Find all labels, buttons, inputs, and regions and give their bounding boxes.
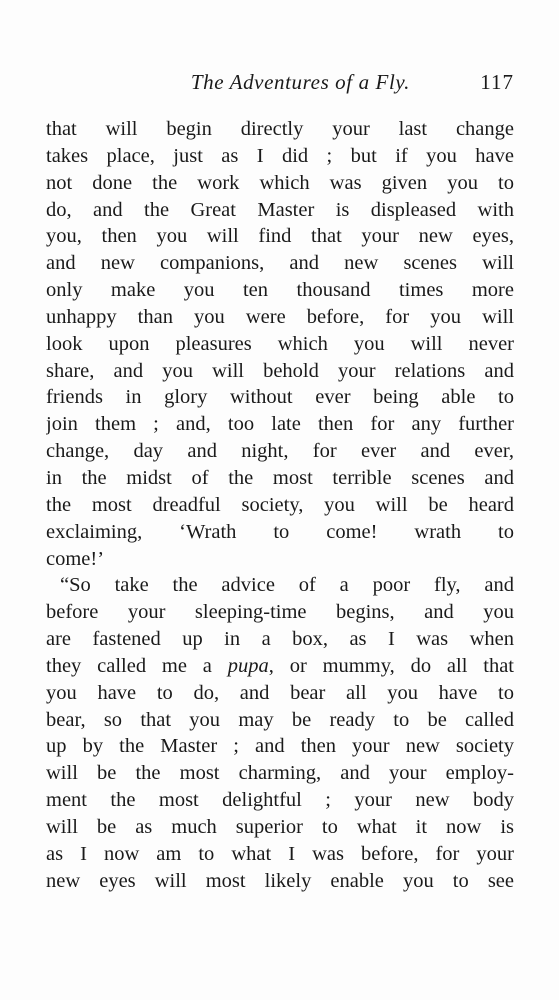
running-header xyxy=(0,70,520,98)
italic-word-pupa: pupa xyxy=(227,654,269,677)
text-line: are fastened up in a box, as I was when xyxy=(46,628,514,651)
text-segment: they called me a xyxy=(46,654,228,677)
text-line: unhappy than you were before, for you will xyxy=(46,305,514,328)
text-line: before your sleeping-time begins, and you xyxy=(46,601,514,624)
text-line: change, day and night, for ever and ever, xyxy=(46,440,514,463)
text-segment: , or mummy, do all that xyxy=(268,654,514,677)
text-line: look upon pleasures which you will never xyxy=(46,332,514,355)
text-line: share, and you will behold your relations and xyxy=(46,359,514,382)
text-line: that will begin directly your last change xyxy=(46,118,514,140)
text-line: exclaiming, ‘Wrath to come! wrath to xyxy=(46,520,514,543)
text-line: do, and the Great Master is displeased with xyxy=(46,198,514,221)
page-number: 117 xyxy=(480,70,514,94)
text-line: join them ; and, too late then for any further xyxy=(46,413,514,436)
text-line: you have to do, and bear all you have to xyxy=(46,681,514,704)
text-line: friends in glory without ever being able to xyxy=(46,386,514,409)
text-line: as I now am to what I was before, for your xyxy=(46,842,514,865)
text-line: only make you ten thousand times more xyxy=(46,279,514,302)
body-text xyxy=(46,116,514,894)
text-line: will be the most charming, and your employ- xyxy=(46,762,514,785)
text-line-paragraph-end: come!’ xyxy=(46,547,105,570)
text-line: not done the work which was given you to xyxy=(46,171,514,194)
text-line-with-italic xyxy=(46,653,514,680)
text-line: in the midst of the most terrible scenes and xyxy=(46,466,514,489)
text-line: the most dreadful society, you will be heard xyxy=(46,493,514,516)
text-line: will be as much superior to what it now is xyxy=(46,815,514,838)
text-line: ment the most delightful ; your new body xyxy=(46,789,514,812)
text-line: new eyes will most likely enable you to see xyxy=(46,869,514,892)
text-line: takes place, just as I did ; but if you have xyxy=(46,144,514,167)
text-line: and new companions, and new scenes will xyxy=(46,252,514,275)
text-line-paragraph-start: “So take the advice of a poor fly, and xyxy=(60,574,514,597)
text-line: you, then you will find that your new eyes, xyxy=(46,225,514,248)
running-title: The Adventures of a Fly. xyxy=(190,70,410,94)
text-line: bear, so that you may be ready to be called xyxy=(46,708,514,731)
text-line: up by the Master ; and then your new society xyxy=(46,735,514,758)
